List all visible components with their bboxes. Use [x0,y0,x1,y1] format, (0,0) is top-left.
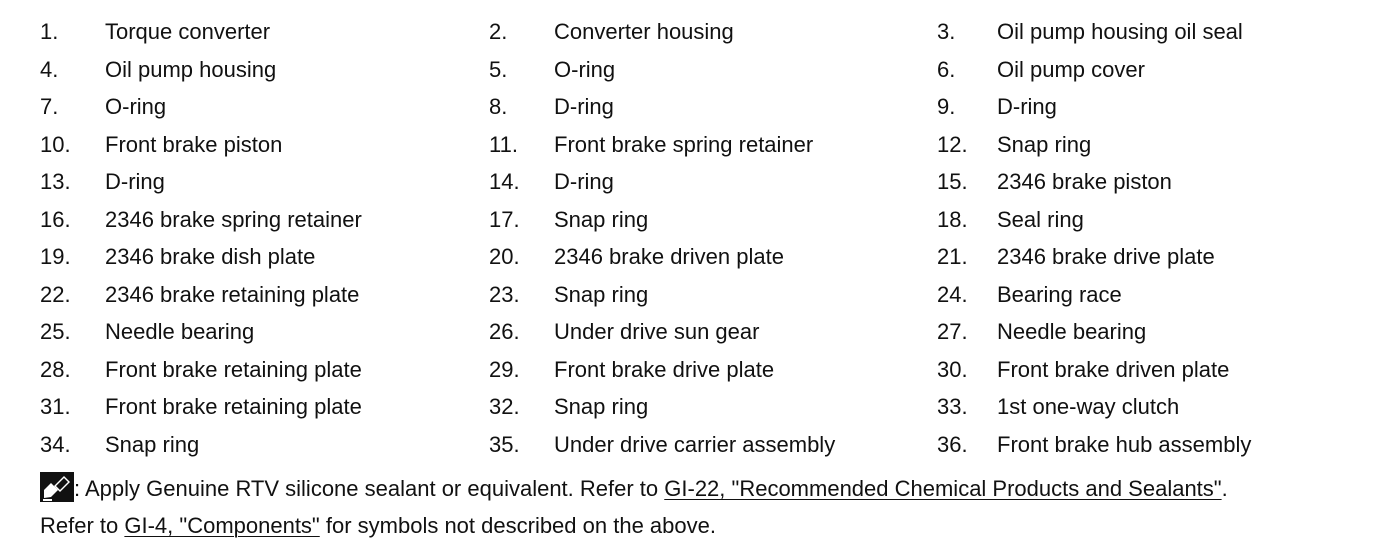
part-name: 2346 brake piston [997,169,1172,194]
part-name: Under drive sun gear [554,319,760,344]
legend-row [40,51,1340,89]
part-number: 32. [489,394,520,419]
legend-row [40,426,1340,464]
part-name: D-ring [997,94,1057,119]
part-name: Bearing race [997,281,1122,307]
part-number: 14. [489,169,520,194]
part-name: Snap ring [554,394,649,419]
part-number: 36. [937,431,968,457]
part-name: Oil pump housing oil seal [997,19,1243,44]
legend-row [40,238,1340,276]
legend-row [40,276,1340,314]
legend-row [40,351,1340,389]
part-name: Converter housing [554,19,734,44]
part-name: Front brake driven plate [997,356,1230,382]
sealant-note [40,472,1228,504]
part-name: D-ring [554,169,614,194]
sealant-icon [40,472,74,502]
sealant-reference-link[interactable]: GI-22, "Recommended Chemical Products and Sealants" [664,476,1222,501]
part-name: D-ring [105,169,165,194]
legend-row [40,88,1340,126]
part-name: Snap ring [554,281,649,307]
part-name: D-ring [554,94,614,119]
part-name: Front brake drive plate [554,356,775,382]
part-number: 4. [40,56,59,82]
legend-row [40,163,1340,201]
part-number: 29. [489,356,520,382]
part-name: Oil pump cover [997,56,1145,82]
sealant-note-end: . [1221,476,1228,501]
part-number: 11. [489,131,518,157]
legend-row [40,201,1340,239]
parts-legend [40,13,1340,463]
part-number: 7. [40,94,59,119]
part-number: 2. [489,19,508,44]
legend-row [40,13,1340,51]
part-name: Snap ring [997,131,1092,157]
sealant-note-text: : Apply Genuine RTV silicone sealant or equivalent. Refer to [74,476,665,501]
part-number: 33. [937,394,968,419]
part-name: 2346 brake spring retainer [105,206,362,232]
part-number: 31. [40,394,71,419]
part-number: 27. [937,319,968,344]
legend-row [40,313,1340,351]
part-number: 23. [489,281,520,307]
part-name: 2346 brake drive plate [997,244,1215,269]
part-name: Snap ring [105,431,200,457]
symbols-note [40,511,716,541]
part-number: 3. [937,19,956,44]
part-number: 10. [40,131,71,157]
part-name: Needle bearing [105,319,255,344]
part-number: 26. [489,319,520,344]
part-number: 9. [937,94,956,119]
part-number: 28. [40,356,71,382]
part-number: 19. [40,244,71,269]
legend-row [40,388,1340,426]
part-name: Torque converter [105,19,271,44]
part-name: O-ring [554,56,616,82]
part-number: 8. [489,94,508,119]
legend-row [40,126,1340,164]
symbols-note-end: for symbols not described on the above. [319,513,716,538]
part-number: 25. [40,319,71,344]
part-name: 2346 brake driven plate [554,244,784,269]
part-number: 18. [937,206,968,232]
part-name: Under drive carrier assembly [554,431,836,457]
part-number: 16. [40,206,71,232]
part-name: O-ring [105,94,167,119]
part-name: Front brake piston [105,131,283,157]
part-name: Seal ring [997,206,1084,232]
part-number: 12. [937,131,968,157]
part-name: Oil pump housing [105,56,277,82]
part-number: 35. [489,431,520,457]
part-name: 2346 brake dish plate [105,244,316,269]
part-number: 30. [937,356,968,382]
part-number: 17. [489,206,520,232]
part-number: 1. [40,19,59,44]
part-number: 15. [937,169,968,194]
part-number: 13. [40,169,71,194]
part-number: 6. [937,56,956,82]
part-number: 21. [937,244,968,269]
part-name: 2346 brake retaining plate [105,281,360,307]
part-number: 24. [937,281,968,307]
symbols-note-text: Refer to [40,513,125,538]
part-number: 5. [489,56,508,82]
part-number: 20. [489,244,520,269]
part-number: 22. [40,281,71,307]
part-name: Snap ring [554,206,649,232]
part-name: Needle bearing [997,319,1147,344]
part-name: 1st one-way clutch [997,394,1180,419]
components-reference-link[interactable]: GI-4, "Components" [124,513,320,538]
part-number: 34. [40,431,71,457]
part-name: Front brake spring retainer [554,131,814,157]
part-name: Front brake hub assembly [997,431,1252,457]
part-name: Front brake retaining plate [105,356,362,382]
part-name: Front brake retaining plate [105,394,362,419]
